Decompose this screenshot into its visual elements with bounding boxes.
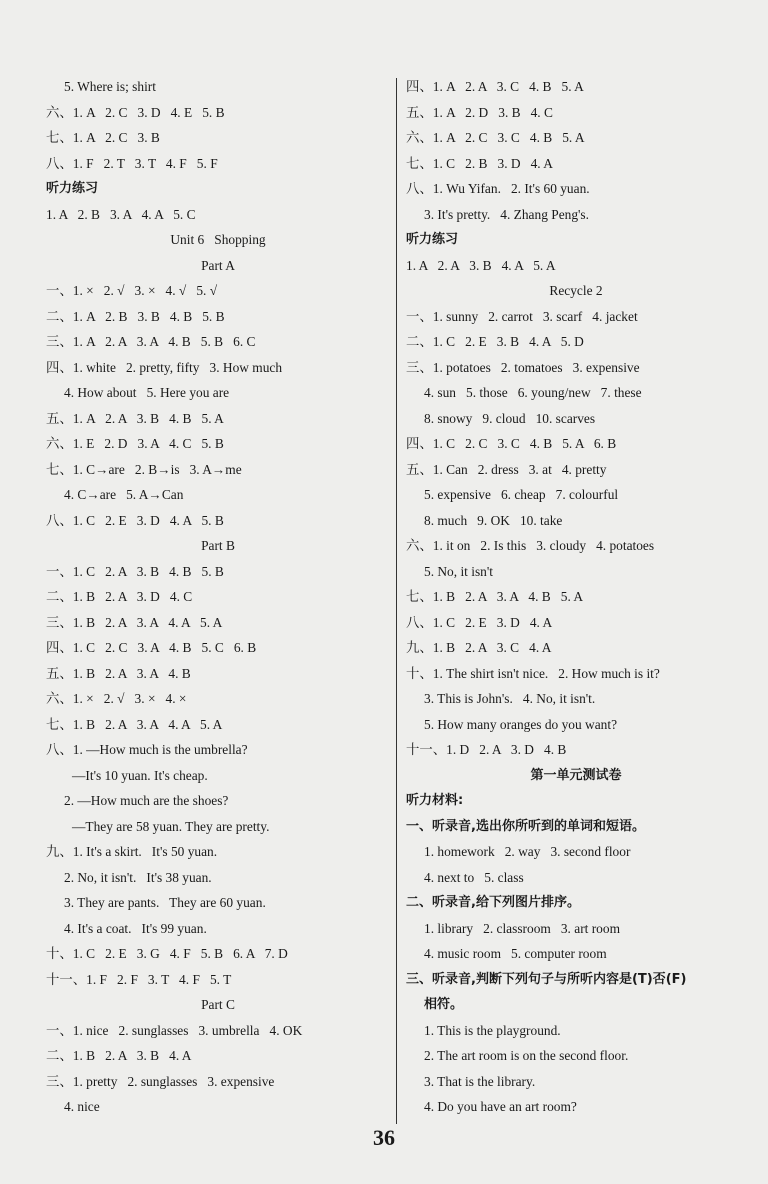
answer-line: 十一、1. D 2. A 3. D 4. B (406, 742, 567, 757)
column-divider (396, 78, 397, 1124)
answer-line: 六、1. × 2. √ 3. × 4. × (46, 691, 187, 706)
answer-line: 8. snowy 9. cloud 10. scarves (424, 410, 596, 426)
answer-line: 4. sun 5. those 6. young/new 7. these (424, 385, 642, 400)
answer-line: —It's 10 yuan. It's cheap. (72, 767, 208, 783)
answer-line: 十、1. C 2. E 3. G 4. F 5. B 6. A 7. D (46, 946, 288, 961)
answer-line: 二、1. B 2. A 3. B 4. A (46, 1048, 192, 1063)
answer-line: 5. How many oranges do you want? (424, 716, 618, 732)
left-column (46, 74, 390, 1120)
answer-line: 六、1. E 2. D 3. A 4. C 5. B (46, 436, 224, 451)
answer-line: Part B (201, 538, 235, 553)
answer-line: 一、1. sunny 2. carrot 3. scarf 4. jacket (406, 308, 638, 324)
answer-line: 六、1. A 2. C 3. C 4. B 5. A (406, 130, 585, 145)
answer-line: 四、1. A 2. A 3. C 4. B 5. A (406, 79, 584, 94)
answer-line: 七、1. C 2. B 3. D 4. A (406, 155, 553, 171)
answer-line: 二、1. B 2. A 3. D 4. C (46, 589, 193, 604)
answer-line: 1. homework 2. way 3. second floor (424, 844, 631, 859)
answer-line: 八、1. —How much is the umbrella? (46, 742, 248, 757)
answer-line: 2. —How much are the shoes? (64, 793, 229, 808)
answer-line: 四、1. C 2. C 3. C 4. B 5. A 6. B (406, 436, 617, 451)
answer-line: 七、1. B 2. A 3. A 4. A 5. A (46, 716, 223, 732)
answer-line: 八、1. C 2. E 3. D 4. A 5. B (46, 512, 224, 528)
answer-line: 4. How about 5. Here you are (64, 385, 230, 400)
answer-line: 四、1. C 2. C 3. A 4. B 5. C 6. B (46, 640, 257, 655)
answer-line: Unit 6 Shopping (170, 232, 266, 247)
answer-line: 二、1. C 2. E 3. B 4. A 5. D (406, 334, 584, 349)
answer-line: 4. nice (64, 1099, 100, 1114)
answer-line: 十一、1. F 2. F 3. T 4. F 5. T (46, 971, 232, 987)
answer-line: 二、听录音,给下列图片排序。 (406, 895, 580, 910)
answer-line: 三、1. B 2. A 3. A 4. A 5. A (46, 614, 223, 630)
answer-line: 4. next to 5. class (424, 869, 524, 885)
answer-line: 2. No, it isn't. It's 38 yuan. (64, 869, 212, 885)
answer-line: 1. A 2. A 3. B 4. A 5. A (406, 257, 556, 273)
answer-line: 十、1. The shirt isn't nice. 2. How much is it? (406, 665, 660, 681)
answer-line: 1. A 2. B 3. A 4. A 5. C (46, 206, 196, 222)
answer-line: 八、1. C 2. E 3. D 4. A (406, 614, 553, 630)
answer-line: 九、1. It's a skirt. It's 50 yuan. (46, 844, 218, 859)
answer-line: 四、1. white 2. pretty, fifty 3. How much (46, 359, 283, 375)
answer-line: 4. It's a coat. It's 99 yuan. (64, 920, 207, 936)
answer-line: 1. library 2. classroom 3. art room (424, 920, 620, 936)
answer-line: 八、1. F 2. T 3. T 4. F 5. F (46, 155, 218, 171)
answer-line: 一、1. × 2. √ 3. × 4. √ 5. √ (46, 283, 218, 298)
answer-line: 一、1. nice 2. sunglasses 3. umbrella 4. OK (46, 1022, 303, 1038)
answer-line: 8. much 9. OK 10. take (424, 512, 563, 528)
answer-line: 1. This is the playground. (424, 1022, 561, 1038)
answer-line: —They are 58 yuan. They are pretty. (72, 818, 270, 834)
answer-line: 三、1. A 2. A 3. A 4. B 5. B 6. C (46, 334, 256, 349)
answer-line: 二、1. A 2. B 3. B 4. B 5. B (46, 308, 225, 324)
answer-line: Part A (201, 257, 235, 273)
answer-line: 相符。 (424, 997, 464, 1012)
answer-line: 3. That is the library. (424, 1073, 536, 1089)
answer-line: 六、1. A 2. C 3. D 4. E 5. B (46, 104, 225, 120)
answer-line: 3. This is John's. 4. No, it isn't. (424, 691, 596, 706)
answer-line: 听力练习 (46, 181, 99, 196)
answer-line: 听力材料: (406, 793, 464, 808)
answer-line: 五、1. A 2. D 3. B 4. C (406, 104, 553, 120)
answer-line: 5. Where is; shirt (64, 79, 156, 94)
answer-line: 4. C→are 5. A→Can (64, 487, 184, 502)
answer-line: 七、1. C→are 2. B→is 3. A→me (46, 461, 242, 477)
answer-line: 三、听录音,判断下列句子与所听内容是(T)否(F) (406, 971, 687, 987)
answer-line: 七、1. A 2. C 3. B (46, 130, 160, 145)
answer-line: 4. Do you have an art room? (424, 1099, 577, 1114)
answer-line: 三、1. pretty 2. sunglasses 3. expensive (46, 1073, 275, 1089)
answer-line: 5. No, it isn't (424, 563, 493, 579)
answer-line: Recycle 2 (549, 283, 603, 298)
answer-line: 听力练习 (406, 232, 459, 247)
answer-line: 六、1. it on 2. Is this 3. cloudy 4. potatoes (406, 538, 655, 553)
answer-line: 五、1. A 2. A 3. B 4. B 5. A (46, 410, 224, 426)
answer-line: 4. music room 5. computer room (424, 946, 607, 961)
answer-line: 3. They are pants. They are 60 yuan. (64, 895, 266, 910)
answer-line: 一、听录音,选出你所听到的单词和短语。 (406, 818, 645, 834)
answer-line: 七、1. B 2. A 3. A 4. B 5. A (406, 589, 584, 604)
answer-line: 一、1. C 2. A 3. B 4. B 5. B (46, 563, 224, 579)
answer-line: 五、1. B 2. A 3. A 4. B (46, 665, 191, 681)
answer-line: 第一单元测试卷 (530, 767, 622, 783)
answer-line: 2. The art room is on the second floor. (424, 1048, 629, 1063)
answer-line: 三、1. potatoes 2. tomatoes 3. expensive (406, 359, 640, 375)
answer-line: 五、1. Can 2. dress 3. at 4. pretty (406, 461, 607, 477)
right-column (406, 74, 746, 1120)
answer-line: 九、1. B 2. A 3. C 4. A (406, 640, 552, 655)
page-number: 36 (373, 1125, 395, 1150)
answer-line: Part C (201, 997, 235, 1012)
answer-line: 八、1. Wu Yifan. 2. It's 60 yuan. (406, 181, 590, 196)
answer-line: 3. It's pretty. 4. Zhang Peng's. (424, 206, 589, 222)
answer-line: 5. expensive 6. cheap 7. colourful (424, 487, 619, 502)
